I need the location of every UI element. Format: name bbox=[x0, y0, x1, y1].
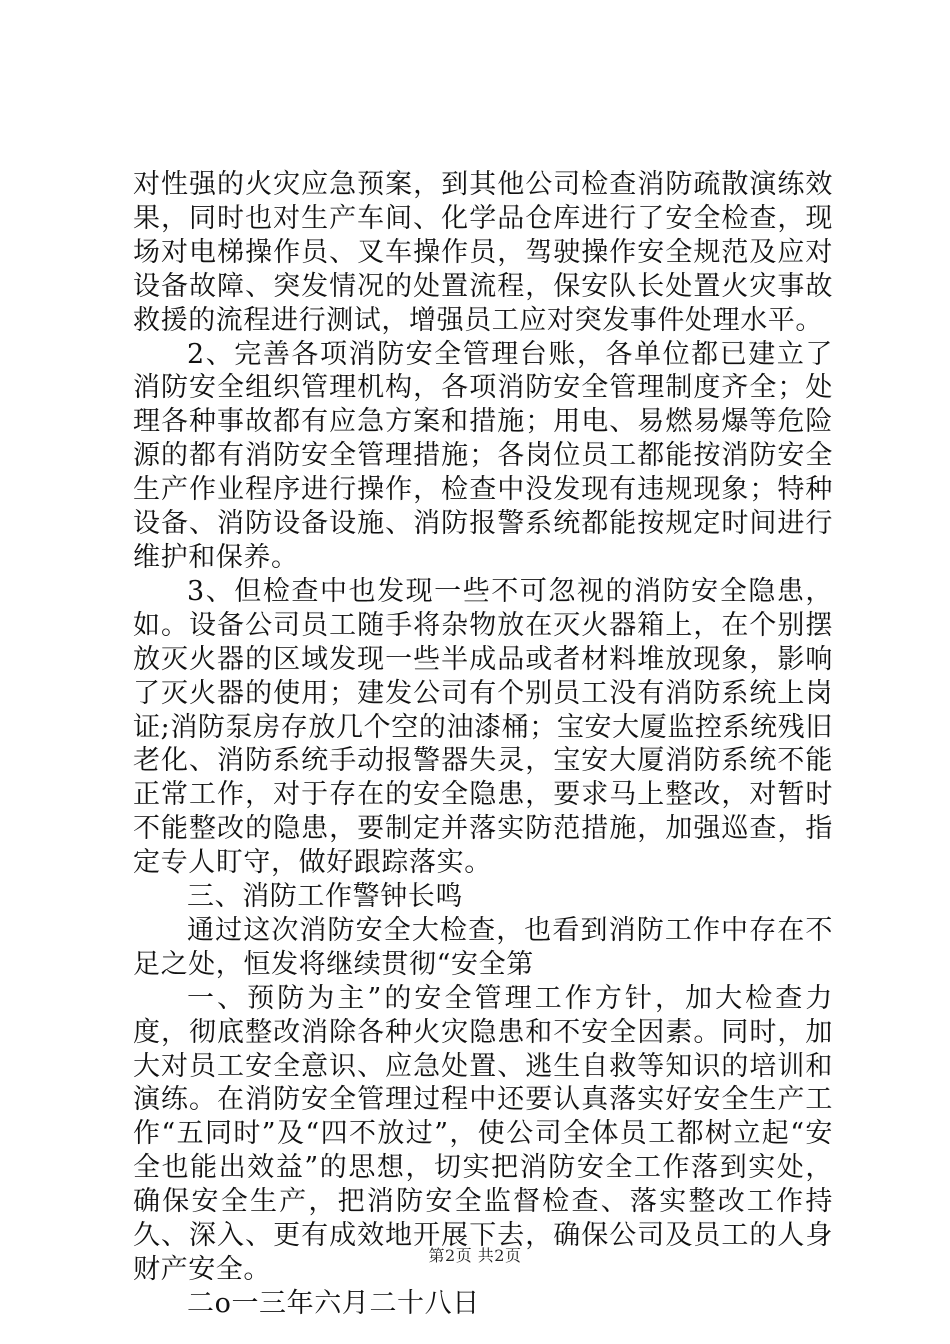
paragraph-fire-drill-test: 对性强的火灾应急预案，到其他公司检查消防疏散演练效果，同时也对生产车间、化学品仓库进行了安全检查，现场对电梯操作员、叉车操作员，驾驶操作安全规范及应对设备故障、突发情况的处置流程，保安队长处置火灾事故救援的流程进行测试，增强员工应对突发事件处理水平。 bbox=[133, 169, 833, 336]
document-body bbox=[133, 168, 833, 1321]
paragraph-prevention-policy: 一、预防为主”的安全管理工作方针，加大检查力度，彻底整改消除各种火灾隐患和不安全因素。同时，加大对员工安全意识、应急处置、逃生自救等知识的培训和演练。在消防安全管理过程中还要认真落实好安全生产工作“五同时”及“四不放过”，使公司全体员工都树立起“安全也能出效益”的思想，切实把消防安全工作落到实处，确保安全生产，把消防安全监督检查、落实整改工作持久、深入、更有成效地开展下去，确保公司及员工的人身财产安全。 bbox=[133, 982, 833, 1285]
paragraph-hazards-found: 3、但检查中也发现一些不可忽视的消防安全隐患，如。设备公司员工随手将杂物放在灭火器箱上，在个别摆放灭火器的区域发现一些半成品或者材料堆放现象，影响了灭火器的使用；建发公司有个别员工没有消防系统上岗证;消防泵房存放几个空的油漆桶；宝安大厦监控系统残旧老化、消防系统手动报警器失灵，宝安大厦消防系统不能正常工作，对于存在的安全隐患，要求马上整改，对暂时不能整改的隐患，要制定并落实防范措施，加强巡查，指定专人盯守，做好跟踪落实。 bbox=[133, 575, 833, 879]
document-date: 二o一三年六月二十八日 bbox=[187, 1287, 480, 1319]
paragraph-ledger-improvement: 2、完善各项消防安全管理台账，各单位都已建立了消防安全组织管理机构，各项消防安全管理制度齐全；处理各种事故都有应急方案和措施；用电、易燃易爆等危险源的都有消防安全管理措施；各岗位员工都能按消防安全生产作业程序进行操作，检查中没发现有违规现象；特种设备、消防设备设施、消防报警系统都能按规定时间进行维护和保养。 bbox=[133, 338, 833, 573]
paragraph-shortcomings: 通过这次消防安全大检查，也看到消防工作中存在不足之处，恒发将继续贯彻“安全第 bbox=[133, 914, 833, 980]
section-heading: 三、消防工作警钟长鸣 bbox=[187, 881, 463, 913]
page-number-footer: 第2页 共2页 bbox=[428, 1246, 522, 1265]
